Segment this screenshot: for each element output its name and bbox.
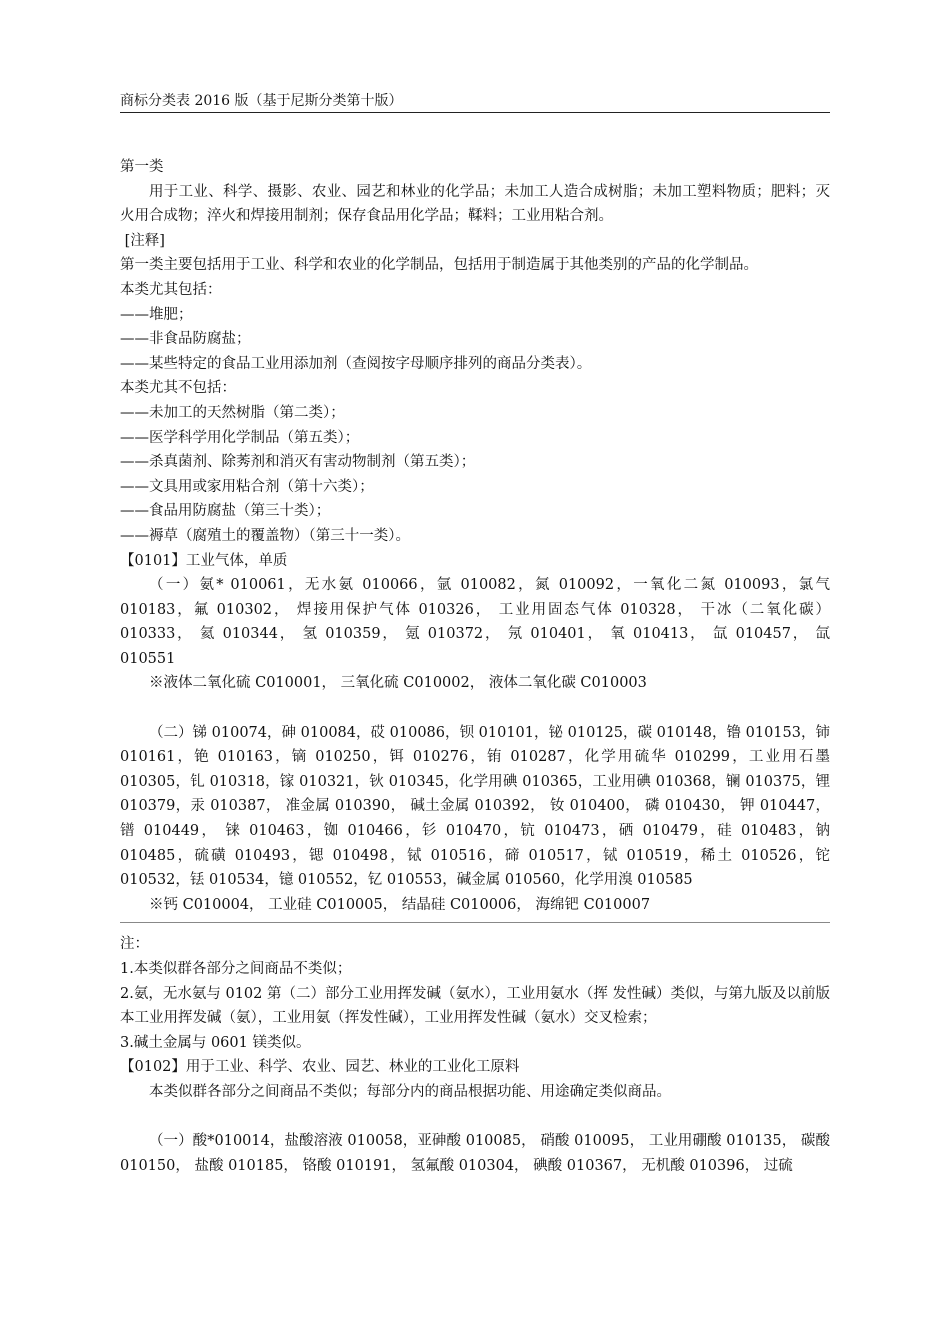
group-0102-intro: 本类似群各部分之间商品不类似；每部分内的商品根据功能、用途确定类似商品。 [149,1083,671,1100]
page-header: 商标分类表 2016 版（基于尼斯分类第十版） [120,92,830,113]
excludes-item: ——褥草（腐殖土的覆盖物）（第三十一类）。 [120,527,410,544]
document-body [120,155,830,1178]
excludes-label: 本类尤其不包括： [120,380,236,397]
excludes-item: ——杀真菌剂、除莠剂和消灭有害动物制剂（第五类）； [120,454,476,471]
blank-line [120,696,830,721]
note-text: 第一类主要包括用于工业、科学和农业的化学制品，包括用于制造属于其他类别的产品的化学制品。 [120,257,758,274]
notes-item: 1.本类似群各部分之间商品不类似； [120,961,352,977]
group-0101-part2-extra: ※钙 C010004， 工业硅 C010005， 结晶硅 C010006， 海绵钯 C010007 [149,896,651,913]
excludes-item: ——文具用或家用粘合剂（第十六类）； [120,478,374,495]
class-description: 用于工业、科学、摄影、农业、园艺和林业的化学品；未加工人造合成树脂；未加工塑料物质；肥料；灭火用合成物；淬火和焊接用制剂；保存食品用化学品；鞣料；工业用粘合剂。 [120,183,830,225]
blank-line [120,1105,830,1130]
includes-item: ——堆肥； [120,306,193,323]
document-page [120,92,830,1178]
group-0102-part1: （一）酸*010014，盐酸溶液 010058，亚砷酸 010085， 硝酸 010095， 工业用硼酸 010135， 碳酸 010150， 盐酸 010185， 铬酸 010191， 氢氟酸 010304， 碘酸 010367， 无机酸 010396， 过硫 [120,1133,830,1174]
notes-item: 2.氨，无水氨与 0102 第（二）部分工业用挥发碱（氨水），工业用氨水（挥 发性碱）类似，与第九版及以前版本工业用挥发碱（氨），工业用氨（挥发性碱），工业用挥发性碱（氨水）交叉检索； [120,985,830,1027]
group-0101-part1: （一）氨* 010061，无水氨 010066，氩 010082，氮 010092，一氧化二氮 010093，氯气 010183，氟 010302， 焊接用保护气体 010326， 工业用固态气体 010328， 干冰（二氧化碳）010333， 氦 010344， 氢 010359， 氪 010372， 氖 010401， 氧 010413， 氙 010457， 氙 010551 [120,577,830,667]
divider [120,922,830,923]
includes-item: ——非食品防腐盐； [120,331,251,348]
notes-label: 注： [120,936,149,953]
excludes-item: ——医学科学用化学制品（第五类）； [120,429,360,446]
includes-label: 本类尤其包括： [120,281,222,298]
group-0101-title: 【0101】工业气体，单质 [120,552,288,569]
includes-item: ——某些特定的食品工业用添加剂（查阅按字母顺序排列的商品分类表）。 [120,355,592,372]
note-label: [注释] [120,232,165,249]
group-0101-part1-extra: ※液体二氧化硫 C010001， 三氧化硫 C010002， 液体二氧化碳 C010003 [149,675,647,692]
group-0101-part2: （二）锑 010074，砷 010084，砹 010086，钡 010101，铋 010125，碳 010148，镥 010153，铈 010161，铯 010163，镝 010250，铒 010276，铕 010287，化学用硫华 010299，工业用石墨 010305，钆 010318，镓 010321，钬 010345，化学用碘 010365，工业用碘 010368，镧 010375，锂 010379，汞 010387， 准金属 010390， 碱土金属 010392， 钕 010400， 磷 010430， 钾 010447， 镨 010449， 铼 010463，铷 010466，钐 010470，钪 010473，硒 010479，硅 010483，钠 010485，硫磺 010493，锶 010498，铽 010516，碲 010517，铽 010519，稀土 010526，铊 010532，铥 010534，镱 010552，钇 010553，碱金属 010560，化学用溴 010585 [120,724,830,889]
group-0102-title: 【0102】用于工业、科学、农业、园艺、林业的工业化工原料 [120,1059,520,1076]
notes-item: 3.碱土金属与 0601 镁类似。 [120,1034,311,1051]
class-heading: 第一类 [120,159,164,175]
excludes-item: ——食品用防腐盐（第三十类）； [120,503,331,520]
excludes-item: ——未加工的天然树脂（第二类）； [120,404,345,421]
